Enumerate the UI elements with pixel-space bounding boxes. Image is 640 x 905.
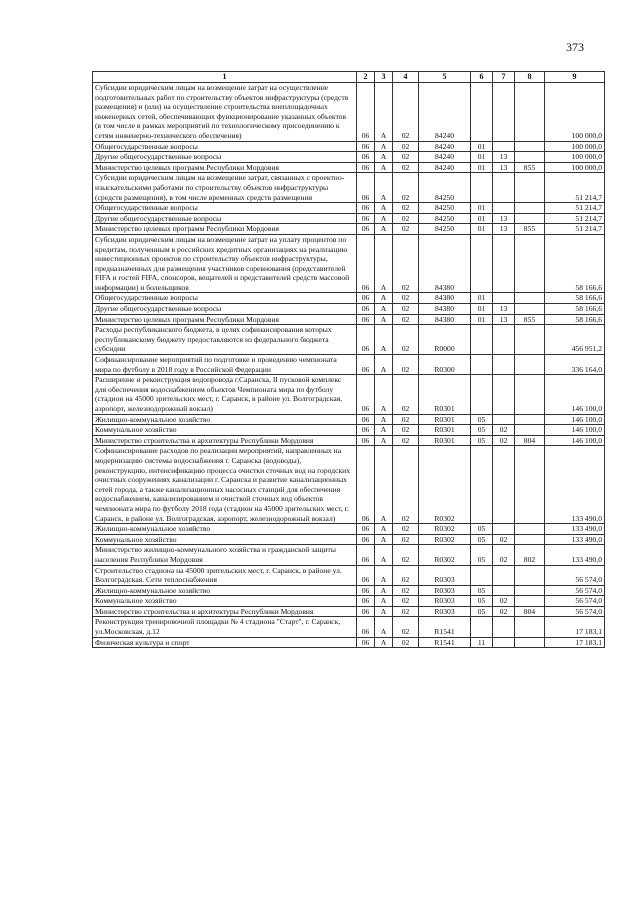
code-cell (515, 375, 545, 414)
code-cell: 06 (357, 534, 375, 545)
code-cell: R0301 (419, 435, 471, 446)
code-cell: А (375, 534, 393, 545)
code-cell: 02 (393, 435, 419, 446)
row-name: Субсидии юридическим лицам на возмещение затрат на осуществление подготовительных работ по строительству объектов инфраструктуры (средств размещения) и (или) на осуществление строительства внеплощадочных инженерных сетей, обеспечивающих функционирование указанных объектов (в том числе в рамках мероприятий по технологическому присоединению к сетям инженерно-технического обеспечения) (93, 83, 357, 142)
code-cell: А (375, 213, 393, 224)
row-name: Реконструкция тренировочной площадки № 4 стадиона "Старт", г. Саранск, ул.Московская, д.12 (93, 617, 357, 637)
sum-cell: 58 166,6 (545, 293, 605, 304)
column-header: 3 (375, 72, 393, 83)
code-cell: 13 (493, 224, 515, 235)
code-cell: 02 (393, 325, 419, 355)
code-cell (471, 617, 493, 637)
sum-cell: 17 183,1 (545, 617, 605, 637)
code-cell: А (375, 141, 393, 152)
code-cell: 06 (357, 293, 375, 304)
code-cell: 05 (471, 425, 493, 436)
code-cell (493, 446, 515, 524)
sum-cell: 58 166,6 (545, 234, 605, 293)
code-cell: 05 (471, 585, 493, 596)
row-name: Расходы республиканского бюджета, в целях софинансирования которых республиканскому бюджету предоставляются из федерального бюджета субсидии (93, 325, 357, 355)
row-name: Другие общегосударственные вопросы (93, 304, 357, 315)
code-cell: 02 (393, 585, 419, 596)
sum-cell: 133 490,0 (545, 446, 605, 524)
code-cell: А (375, 293, 393, 304)
row-name: Строительство стадиона на 45000 зрительских мест, г. Саранск, в районе ул. Волгоградская. Сети теплоснабжения (93, 565, 357, 585)
sum-cell: 456 951,2 (545, 325, 605, 355)
row-name: Другие общегосударственные вопросы (93, 213, 357, 224)
code-cell: 01 (471, 293, 493, 304)
code-cell: 01 (471, 203, 493, 214)
code-cell: 02 (393, 606, 419, 617)
row-name: Министерство строительства и архитектуры Республики Мордовия (93, 435, 357, 446)
code-cell: R0303 (419, 565, 471, 585)
sum-cell: 56 574,0 (545, 606, 605, 617)
code-cell (515, 83, 545, 142)
code-cell: 84240 (419, 83, 471, 142)
code-cell: 02 (393, 224, 419, 235)
table-row (93, 83, 605, 142)
code-cell (515, 304, 545, 315)
code-cell: А (375, 162, 393, 173)
code-cell: 06 (357, 425, 375, 436)
code-cell (515, 414, 545, 425)
sum-cell: 51 214,7 (545, 224, 605, 235)
code-cell: 06 (357, 435, 375, 446)
code-cell: 02 (393, 375, 419, 414)
code-cell: 06 (357, 173, 375, 203)
column-header: 1 (93, 72, 357, 83)
sum-cell: 336 164,0 (545, 355, 605, 375)
row-name: Жилищно-коммунальное хозяйство (93, 585, 357, 596)
code-cell: А (375, 585, 393, 596)
table-row (93, 203, 605, 214)
code-cell: А (375, 446, 393, 524)
code-cell: 02 (393, 425, 419, 436)
code-cell (493, 293, 515, 304)
code-cell (515, 637, 545, 648)
code-cell (515, 325, 545, 355)
code-cell: А (375, 224, 393, 235)
code-cell (471, 173, 493, 203)
code-cell (493, 585, 515, 596)
code-cell: 84380 (419, 293, 471, 304)
code-cell: 06 (357, 234, 375, 293)
code-cell: 02 (493, 435, 515, 446)
row-name: Расширение и реконструкция водопровода г.Саранска, II пусковой комплекс для обеспечения водоснабжением объектов Чемпионата мира по футболу (стадион на 45000 зрительских мест, г. Саранск, в районе ул. Волгоградская, аэропорт, железнодорожный вокзал) (93, 375, 357, 414)
code-cell (471, 375, 493, 414)
row-name: Коммунальное хозяйство (93, 534, 357, 545)
code-cell: 02 (493, 596, 515, 607)
code-cell: 06 (357, 585, 375, 596)
code-cell: А (375, 545, 393, 565)
code-cell: 02 (393, 596, 419, 607)
code-cell: 05 (471, 435, 493, 446)
table-row (93, 173, 605, 203)
code-cell: 02 (393, 83, 419, 142)
code-cell: 01 (471, 141, 493, 152)
code-cell: 06 (357, 446, 375, 524)
code-cell: 06 (357, 304, 375, 315)
code-cell: R1541 (419, 637, 471, 648)
code-cell (515, 355, 545, 375)
code-cell: 02 (393, 534, 419, 545)
row-name: Софинансирование мероприятий по подготовке и проведению чемпионата мира по футболу в 2018 году в Российской Федерации (93, 355, 357, 375)
table-row (93, 234, 605, 293)
sum-cell: 133 490,0 (545, 524, 605, 535)
code-cell: 02 (393, 524, 419, 535)
code-cell (471, 355, 493, 375)
code-cell: 01 (471, 314, 493, 325)
table-body (93, 83, 605, 648)
code-cell (493, 524, 515, 535)
row-name: Софинансирование расходов по реализации мероприятий, направленных на модернизацию системы водоснабжения г. Саранска (водоводы), реконструкцию, интенсификацию процесса очистки сточных вод на городских очистных сооружениях канализации г. Саранска и развитие канализационных сетей города, а также канализационных насосных станций для обеспечения водоснабжением, канализированием и очисткой сточных вод объектов чемпионата мира по футболу 2018 года (стадион на 45000 зрительских мест, г. Саранск, в районе ул. Волгоградская, аэропорт, железнодорожный вокзал) (93, 446, 357, 524)
code-cell (515, 446, 545, 524)
sum-cell: 56 574,0 (545, 596, 605, 607)
row-name: Коммунальное хозяйство (93, 596, 357, 607)
code-cell (493, 203, 515, 214)
code-cell: 06 (357, 617, 375, 637)
code-cell: R0302 (419, 524, 471, 535)
row-name: Общегосударственные вопросы (93, 203, 357, 214)
code-cell (493, 617, 515, 637)
sum-cell: 58 166,6 (545, 304, 605, 315)
code-cell: 02 (493, 534, 515, 545)
code-cell: 84240 (419, 162, 471, 173)
code-cell: R0302 (419, 534, 471, 545)
column-header: 5 (419, 72, 471, 83)
code-cell (515, 617, 545, 637)
code-cell: А (375, 173, 393, 203)
row-name: Другие общегосударственные вопросы (93, 152, 357, 163)
sum-cell: 133 490,0 (545, 545, 605, 565)
code-cell (493, 173, 515, 203)
table-row (93, 355, 605, 375)
code-cell: R0302 (419, 446, 471, 524)
code-cell: А (375, 304, 393, 315)
table-row (93, 141, 605, 152)
code-cell: 02 (393, 565, 419, 585)
code-cell: А (375, 524, 393, 535)
sum-cell: 100 000,0 (545, 162, 605, 173)
code-cell: 05 (471, 545, 493, 565)
code-cell: А (375, 203, 393, 214)
code-cell: 06 (357, 213, 375, 224)
code-cell: А (375, 637, 393, 648)
code-cell (515, 203, 545, 214)
row-name: Министерство целевых программ Республики Мордовия (93, 162, 357, 173)
code-cell: 05 (471, 596, 493, 607)
code-cell: 02 (393, 617, 419, 637)
table-row (93, 325, 605, 355)
sum-cell: 17 183,1 (545, 637, 605, 648)
row-name: Субсидии юридическим лицам на возмещение затрат на уплату процентов по кредитам, полученным в российских кредитных организациях на реализацию инвестиционных проектов по строительству объектов инфраструктуры, предназначенных для размещения участников соревнования (представителей FIFA и гостей FIFA, спонсоров, вещателей и представителей средств массовой информации) и болельщиков (93, 234, 357, 293)
code-cell: R0302 (419, 545, 471, 565)
code-cell: 06 (357, 355, 375, 375)
table-row (93, 617, 605, 637)
row-name: Субсидии юридическим лицам на возмещение затрат, связанных с проектно-изыскательскими работами по строительству объектов инфраструктуры (средств размещения), в том числе временных средств размещения (93, 173, 357, 203)
code-cell: 01 (471, 162, 493, 173)
code-cell: 06 (357, 565, 375, 585)
code-cell: 855 (515, 314, 545, 325)
code-cell: 02 (393, 355, 419, 375)
code-cell: R0303 (419, 596, 471, 607)
code-cell: 84380 (419, 314, 471, 325)
code-cell: 05 (471, 414, 493, 425)
code-cell: 06 (357, 524, 375, 535)
code-cell: 13 (493, 314, 515, 325)
code-cell: 06 (357, 141, 375, 152)
code-cell: А (375, 325, 393, 355)
code-cell: 802 (515, 545, 545, 565)
table-row (93, 534, 605, 545)
code-cell: 84250 (419, 224, 471, 235)
code-cell: А (375, 375, 393, 414)
code-cell: 02 (393, 637, 419, 648)
code-cell (471, 234, 493, 293)
code-cell (493, 325, 515, 355)
table-row (93, 414, 605, 425)
code-cell: 05 (471, 606, 493, 617)
sum-cell: 56 574,0 (545, 585, 605, 596)
code-cell: 06 (357, 314, 375, 325)
code-cell: 02 (493, 606, 515, 617)
code-cell: 06 (357, 375, 375, 414)
column-header: 2 (357, 72, 375, 83)
code-cell (493, 565, 515, 585)
code-cell: 01 (471, 224, 493, 235)
code-cell (493, 375, 515, 414)
code-cell: А (375, 425, 393, 436)
code-cell: 06 (357, 606, 375, 617)
row-name: Жилищно-коммунальное хозяйство (93, 414, 357, 425)
code-cell: А (375, 355, 393, 375)
table-row (93, 565, 605, 585)
column-header: 6 (471, 72, 493, 83)
code-cell: 02 (393, 293, 419, 304)
sum-cell: 51 214,7 (545, 173, 605, 203)
code-cell (471, 83, 493, 142)
code-cell: 84240 (419, 152, 471, 163)
table-row (93, 524, 605, 535)
code-cell: 02 (493, 425, 515, 436)
column-header: 8 (515, 72, 545, 83)
code-cell (515, 524, 545, 535)
code-cell: R0301 (419, 414, 471, 425)
code-cell: 06 (357, 152, 375, 163)
code-cell (471, 565, 493, 585)
code-cell: 06 (357, 325, 375, 355)
sum-cell: 146 100,0 (545, 414, 605, 425)
row-name: Жилищно-коммунальное хозяйство (93, 524, 357, 535)
code-cell: R0000 (419, 325, 471, 355)
code-cell: 13 (493, 152, 515, 163)
code-cell: 02 (393, 545, 419, 565)
code-cell: 13 (493, 304, 515, 315)
code-cell: 804 (515, 606, 545, 617)
code-cell: 84240 (419, 141, 471, 152)
code-cell: 02 (393, 446, 419, 524)
row-name: Министерство строительства и архитектуры Республики Мордовия (93, 606, 357, 617)
table-row (93, 545, 605, 565)
code-cell (493, 637, 515, 648)
table-row (93, 224, 605, 235)
row-name: Министерство целевых программ Республики Мордовия (93, 224, 357, 235)
code-cell: А (375, 234, 393, 293)
code-cell: R0301 (419, 375, 471, 414)
sum-cell: 146 100,0 (545, 425, 605, 436)
table-row (93, 152, 605, 163)
sum-cell: 56 574,0 (545, 565, 605, 585)
table-row (93, 425, 605, 436)
code-cell: 02 (393, 162, 419, 173)
code-cell: 02 (393, 213, 419, 224)
sum-cell: 133 490,0 (545, 534, 605, 545)
code-cell: 05 (471, 534, 493, 545)
column-header: 4 (393, 72, 419, 83)
column-header: 9 (545, 72, 605, 83)
table-row (93, 596, 605, 607)
code-cell (515, 596, 545, 607)
budget-table (92, 71, 605, 648)
code-cell: А (375, 83, 393, 142)
row-name: Министерство жилищно-коммунального хозяйства и гражданской защиты населения Республики Мордовия (93, 545, 357, 565)
code-cell: 02 (393, 173, 419, 203)
code-cell: 02 (393, 414, 419, 425)
sum-cell: 58 166,6 (545, 314, 605, 325)
sum-cell: 51 214,7 (545, 203, 605, 214)
table-row (93, 162, 605, 173)
sum-cell: 100 000,0 (545, 83, 605, 142)
column-header: 7 (493, 72, 515, 83)
code-cell: 13 (493, 162, 515, 173)
code-cell: 84250 (419, 173, 471, 203)
code-cell (515, 173, 545, 203)
code-cell (515, 565, 545, 585)
code-cell: 02 (493, 545, 515, 565)
code-cell: 06 (357, 414, 375, 425)
code-cell: 84250 (419, 213, 471, 224)
table-row (93, 637, 605, 648)
code-cell (515, 293, 545, 304)
code-cell: 02 (393, 152, 419, 163)
code-cell: R0301 (419, 425, 471, 436)
code-cell (515, 534, 545, 545)
sum-cell: 100 000,0 (545, 152, 605, 163)
table-row (93, 375, 605, 414)
code-cell (471, 325, 493, 355)
code-cell: 02 (393, 304, 419, 315)
row-name: Коммунальное хозяйство (93, 425, 357, 436)
code-cell: 06 (357, 545, 375, 565)
code-cell: А (375, 435, 393, 446)
code-cell: 01 (471, 213, 493, 224)
table-row (93, 585, 605, 596)
table-row (93, 435, 605, 446)
code-cell: 84380 (419, 304, 471, 315)
row-name: Общегосударственные вопросы (93, 141, 357, 152)
table-row (93, 606, 605, 617)
code-cell: А (375, 617, 393, 637)
code-cell: А (375, 152, 393, 163)
code-cell: R0303 (419, 606, 471, 617)
code-cell (515, 141, 545, 152)
code-cell: 01 (471, 304, 493, 315)
code-cell: А (375, 565, 393, 585)
code-cell: 06 (357, 162, 375, 173)
table-row (93, 304, 605, 315)
code-cell: 804 (515, 435, 545, 446)
table-row (93, 314, 605, 325)
code-cell: 11 (471, 637, 493, 648)
code-cell (493, 234, 515, 293)
code-cell: 06 (357, 224, 375, 235)
code-cell: 02 (393, 203, 419, 214)
code-cell: 84380 (419, 234, 471, 293)
code-cell: 02 (393, 314, 419, 325)
code-cell (515, 585, 545, 596)
code-cell (493, 355, 515, 375)
code-cell: 855 (515, 162, 545, 173)
code-cell: 84250 (419, 203, 471, 214)
code-cell: 01 (471, 152, 493, 163)
code-cell (493, 141, 515, 152)
code-cell: А (375, 596, 393, 607)
row-name: Физическая культура и спорт (93, 637, 357, 648)
code-cell: 06 (357, 83, 375, 142)
code-cell: 855 (515, 224, 545, 235)
sum-cell: 51 214,7 (545, 213, 605, 224)
table-row (93, 213, 605, 224)
sum-cell: 100 000,0 (545, 141, 605, 152)
table-row (93, 293, 605, 304)
code-cell: 02 (393, 141, 419, 152)
code-cell: R0300 (419, 355, 471, 375)
code-cell: А (375, 414, 393, 425)
code-cell: А (375, 606, 393, 617)
code-cell (515, 213, 545, 224)
row-name: Общегосударственные вопросы (93, 293, 357, 304)
code-cell: 06 (357, 596, 375, 607)
code-cell: А (375, 314, 393, 325)
code-cell (515, 234, 545, 293)
table-row (93, 446, 605, 524)
table-header-row (93, 72, 605, 83)
code-cell: 05 (471, 524, 493, 535)
sum-cell: 146 100,0 (545, 375, 605, 414)
code-cell (493, 83, 515, 142)
code-cell (515, 152, 545, 163)
row-name: Министерство целевых программ Республики Мордовия (93, 314, 357, 325)
sum-cell: 146 100,0 (545, 435, 605, 446)
code-cell: 13 (493, 213, 515, 224)
code-cell: 06 (357, 637, 375, 648)
code-cell: 06 (357, 203, 375, 214)
code-cell (471, 446, 493, 524)
code-cell: R1541 (419, 617, 471, 637)
page-number: 373 (566, 40, 584, 54)
code-cell (515, 425, 545, 436)
code-cell: 02 (393, 234, 419, 293)
code-cell: R0303 (419, 585, 471, 596)
code-cell (493, 414, 515, 425)
